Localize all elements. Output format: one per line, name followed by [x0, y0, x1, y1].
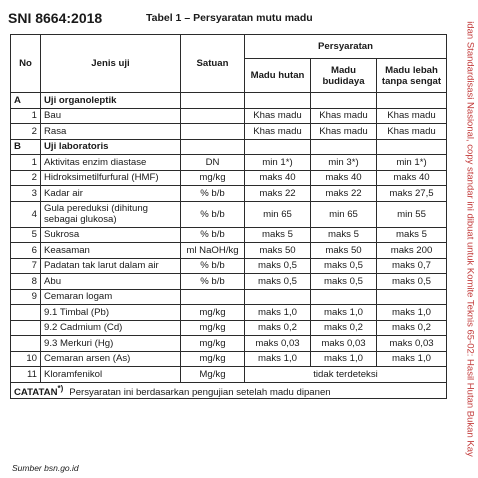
row-number: 1: [11, 155, 41, 171]
row-satuan: % b/b: [181, 258, 245, 274]
row-number: 7: [11, 258, 41, 274]
table-row: [11, 170, 447, 186]
standard-code: SNI 8664:2018: [8, 10, 103, 26]
row-satuan: % b/b: [181, 227, 245, 243]
row-number: 8: [11, 274, 41, 290]
row-jenis: Abu: [41, 274, 181, 290]
row-number: 11: [11, 367, 41, 383]
table-row: [11, 336, 447, 352]
table-body: [11, 93, 447, 399]
row-madu-budidaya: maks 0,5: [311, 274, 377, 290]
row-number: 10: [11, 351, 41, 367]
row-jenis: Cemaran logam: [41, 289, 181, 305]
table-row: [11, 201, 447, 227]
row-madu-lebah: min 1*): [377, 155, 447, 171]
row-satuan: % b/b: [181, 186, 245, 202]
row-satuan: mg/kg: [181, 305, 245, 321]
row-jenis: Padatan tak larut dalam air: [41, 258, 181, 274]
row-madu-budidaya: min 3*): [311, 155, 377, 171]
table-row: [11, 320, 447, 336]
note-label: CATATAN: [14, 386, 58, 398]
header-madu-lebah: Madu lebah tanpa sengat: [377, 59, 447, 93]
row-jenis: Gula pereduksi (dihitung sebagai glukosa): [41, 201, 181, 227]
side-watermark-text: idan Standardisasi Nasional, copy standar ini dibuat untuk Komite Teknis 65-02: Hasil Hutan Bukan Kay: [464, 21, 476, 457]
row-satuan: [181, 124, 245, 140]
table-row: [11, 305, 447, 321]
row-satuan: % b/b: [181, 201, 245, 227]
row-madu-hutan: maks 50: [245, 243, 311, 259]
row-jenis: Kadar air: [41, 186, 181, 202]
row-satuan: % b/b: [181, 274, 245, 290]
empty-cell: [181, 139, 245, 155]
row-jenis: Sukrosa: [41, 227, 181, 243]
row-madu-lebah: Khas madu: [377, 108, 447, 124]
row-madu-lebah: maks 0,03: [377, 336, 447, 352]
section-row-b: [11, 139, 447, 155]
row-madu-budidaya: maks 40: [311, 170, 377, 186]
row-number: 1: [11, 108, 41, 124]
row-madu-lebah: maks 1,0: [377, 351, 447, 367]
row-madu-budidaya: maks 5: [311, 227, 377, 243]
header-satuan: Satuan: [181, 35, 245, 93]
row-madu-budidaya: maks 1,0: [311, 305, 377, 321]
row-madu-hutan: maks 1,0: [245, 305, 311, 321]
row-number: 6: [11, 243, 41, 259]
header-no: No: [11, 35, 41, 93]
row-satuan: DN: [181, 155, 245, 171]
row-madu-lebah: maks 1,0: [377, 305, 447, 321]
row-jenis: Keasaman: [41, 243, 181, 259]
row-jenis: Hidroksimetilfurfural (HMF): [41, 170, 181, 186]
table-row: [11, 186, 447, 202]
row-madu-budidaya: maks 0,03: [311, 336, 377, 352]
row-madu-hutan: maks 5: [245, 227, 311, 243]
requirements-table: [10, 34, 447, 399]
row-madu-hutan: min 1*): [245, 155, 311, 171]
row-jenis: 9.2 Cadmium (Cd): [41, 320, 181, 336]
row-number: [11, 320, 41, 336]
row-madu-hutan: maks 0,5: [245, 258, 311, 274]
row-jenis: Bau: [41, 108, 181, 124]
section-code: A: [11, 93, 41, 109]
row-madu-hutan: maks 0,5: [245, 274, 311, 290]
note-mark: *): [57, 383, 64, 393]
row-madu-budidaya: maks 50: [311, 243, 377, 259]
table-row: [11, 274, 447, 290]
table-row: [11, 289, 447, 305]
header-madu-hutan: Madu hutan: [245, 59, 311, 93]
row-madu-hutan: Khas madu: [245, 108, 311, 124]
row-madu-hutan: [245, 289, 311, 305]
row-madu-lebah: maks 27,5: [377, 186, 447, 202]
note-cell: [11, 382, 447, 398]
row-madu-budidaya: [311, 289, 377, 305]
row-satuan: [181, 108, 245, 124]
row-madu-hutan: maks 0,03: [245, 336, 311, 352]
section-label: Uji laboratoris: [41, 139, 181, 155]
document-header: [8, 10, 448, 28]
empty-cell: [311, 139, 377, 155]
note-row: [11, 382, 447, 398]
header-jenis: Jenis uji: [41, 35, 181, 93]
row-jenis: 9.1 Timbal (Pb): [41, 305, 181, 321]
table-row: [11, 367, 447, 383]
table-head: [11, 35, 447, 93]
header-madu-budidaya: Madu budidaya: [311, 59, 377, 93]
row-madu-hutan: maks 0,2: [245, 320, 311, 336]
note-text: Persyaratan ini berdasarkan pengujian setelah madu dipanen: [69, 386, 331, 398]
source-caption: Sumber bsn.go.id: [12, 463, 79, 473]
table-row: [11, 155, 447, 171]
row-satuan: mg/kg: [181, 336, 245, 352]
row-madu-hutan: maks 1,0: [245, 351, 311, 367]
row-madu-lebah: maks 0,2: [377, 320, 447, 336]
row-satuan: ml NaOH/kg: [181, 243, 245, 259]
table-row: [11, 227, 447, 243]
row-number: 4: [11, 201, 41, 227]
row-madu-lebah: maks 0,7: [377, 258, 447, 274]
row-satuan: mg/kg: [181, 170, 245, 186]
row-madu-hutan: Khas madu: [245, 124, 311, 140]
row-number: [11, 336, 41, 352]
row-madu-lebah: [377, 289, 447, 305]
row-jenis: Aktivitas enzim diastase: [41, 155, 181, 171]
header-persyaratan: Persyaratan: [245, 35, 447, 59]
row-madu-budidaya: maks 1,0: [311, 351, 377, 367]
row-madu-hutan: maks 40: [245, 170, 311, 186]
row-number: [11, 305, 41, 321]
row-madu-budidaya: Khas madu: [311, 124, 377, 140]
row-jenis: Cemaran arsen (As): [41, 351, 181, 367]
row-satuan: [181, 289, 245, 305]
empty-cell: [377, 139, 447, 155]
table-row: [11, 124, 447, 140]
section-label: Uji organoleptik: [41, 93, 181, 109]
row-madu-hutan: maks 22: [245, 186, 311, 202]
table-title: Tabel 1 – Persyaratan mutu madu: [146, 12, 313, 24]
row-jenis: Rasa: [41, 124, 181, 140]
table-row: [11, 258, 447, 274]
row-madu-lebah: maks 5: [377, 227, 447, 243]
row-satuan: mg/kg: [181, 351, 245, 367]
row-satuan: mg/kg: [181, 320, 245, 336]
side-watermark: [462, 0, 478, 478]
row-madu-budidaya: maks 0,2: [311, 320, 377, 336]
row-madu-hutan: min 65: [245, 201, 311, 227]
row-madu-lebah: maks 0,5: [377, 274, 447, 290]
section-code: B: [11, 139, 41, 155]
row-madu-budidaya: Khas madu: [311, 108, 377, 124]
row-jenis: 9.3 Merkuri (Hg): [41, 336, 181, 352]
row-jenis: Kloramfenikol: [41, 367, 181, 383]
row-satuan: Mg/kg: [181, 367, 245, 383]
row-madu-lebah: min 55: [377, 201, 447, 227]
section-row-a: [11, 93, 447, 109]
row-madu-lebah: maks 200: [377, 243, 447, 259]
row-number: 3: [11, 186, 41, 202]
row-madu-budidaya: min 65: [311, 201, 377, 227]
table-row: [11, 108, 447, 124]
row-madu-lebah: maks 40: [377, 170, 447, 186]
row-number: 5: [11, 227, 41, 243]
row-number: 2: [11, 170, 41, 186]
table-row: [11, 243, 447, 259]
row-madu-lebah: Khas madu: [377, 124, 447, 140]
row-value-merged: tidak terdeteksi: [245, 367, 447, 383]
row-number: 9: [11, 289, 41, 305]
row-madu-budidaya: maks 0,5: [311, 258, 377, 274]
table-row: [11, 351, 447, 367]
row-madu-budidaya: maks 22: [311, 186, 377, 202]
empty-cell: [245, 139, 311, 155]
row-number: 2: [11, 124, 41, 140]
